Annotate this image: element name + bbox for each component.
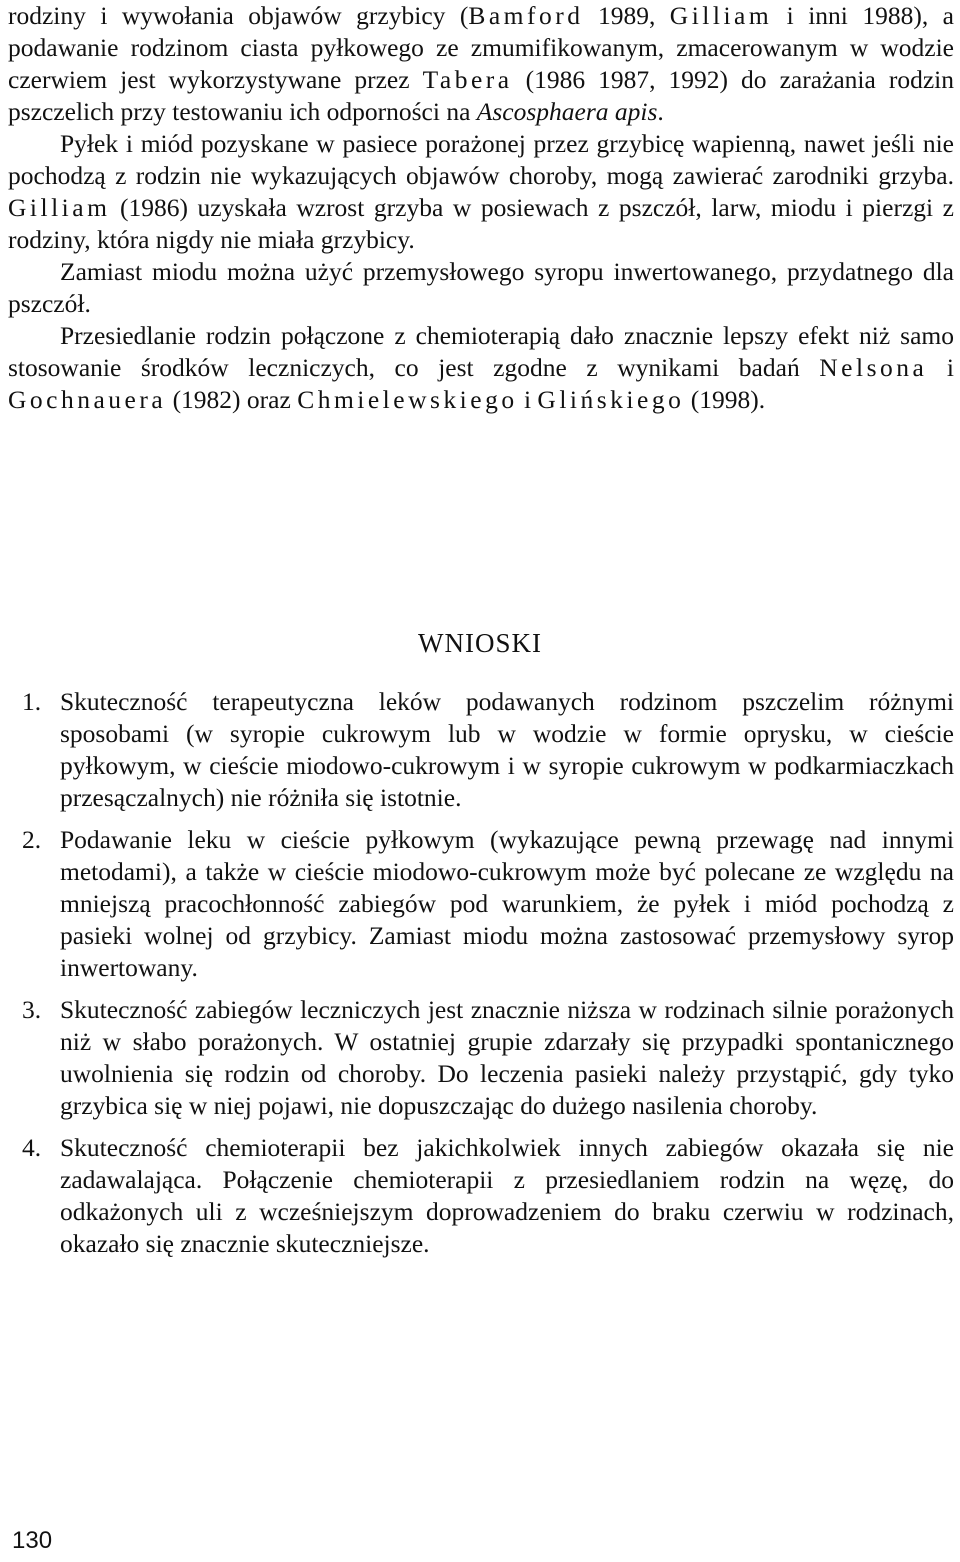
paragraph-4: Przesiedlanie rodzin połączone z chemioterapią dało znacznie lepszy efekt niż samo stosowanie środków leczniczych, co jest zgodne z wynikami badań Nelsona i Gochnauera (1982) oraz Chmielewskiego i Glińskiego (1998). xyxy=(8,321,954,414)
list-number: 2. xyxy=(22,825,42,854)
list-text: Skuteczność terapeutyczna leków podawanych rodzinom pszczelim różnymi sposobami (w syropie cukrowym lub w wodzie w formie oprysku, w cieście pyłkowym, w cieście miodowo-cukrowym i w syropie cukrowym w podkarmiaczkach przesączalnych) nie różniła się istotnie. xyxy=(60,687,954,812)
author-name: Nelsona xyxy=(819,353,928,382)
author-name: Glińskiego xyxy=(537,385,685,414)
species-name: Ascosphaera apis xyxy=(476,97,658,126)
paragraph-3: Zamiast miodu można użyć przemysłowego syropu inwertowanego, przydatnego dla pszczół. xyxy=(8,257,954,318)
intro-text xyxy=(8,0,954,416)
list-text: Skuteczność chemioterapii bez jakichkolwiek innych zabiegów okazała się nie zadawalająca. Połączenie chemioterapii z przesiedlaniem rodzin na węzę, do odkażonych uli z wcześniejszym doprowadzeniem do braku czerwiu w rodzinach, okazało się znacznie skuteczniejsze. xyxy=(60,1133,954,1258)
page-number: 130 xyxy=(12,1527,53,1554)
author-name: Tabera xyxy=(422,65,513,94)
author-name: Bamford xyxy=(468,1,584,30)
list-text: Skuteczność zabiegów leczniczych jest znacznie niższa w rodzinach silnie porażonych niż w słabo porażonych. W ostatniej grupie zdarzały się przypadki spontanicznego uwolnienia się rodzin od choroby. Do leczenia pasieki należy przystąpić, gdy tyko grzybica się w niej pojawi, nie dopuszczając do dużego nasilenia choroby. xyxy=(60,995,954,1120)
list-item xyxy=(8,994,954,1122)
author-name: Gilliam xyxy=(8,193,111,222)
list-number: 3. xyxy=(22,995,42,1024)
author-name: Gilliam xyxy=(669,1,773,30)
section-heading: WNIOSKI xyxy=(418,628,542,658)
paragraph-1: rodziny i wywołania objawów grzybicy (Bamford 1989, Gilliam i inni 1988), a podawanie rodzinom ciasta pyłkowego ze zmumifikowanym, zmacerowanym w wodzie czerwiem jest wykorzystywane przez Tabera (1986 1987, 1992) do zarażania rodzin pszczelich przy testowaniu ich odporności na Ascosphaera apis. xyxy=(8,1,954,126)
author-name: Chmielewskiego xyxy=(297,385,518,414)
list-number: 4. xyxy=(22,1133,42,1162)
list-text: Podawanie leku w cieście pyłkowym (wykazujące pewną przewagę nad innymi metodami), a także w cieście miodowo-cukrowym może być polecane ze względu na mniejszą pracochłonność zabiegów pod warunkiem, że pyłek i miód pochodzą z pasieki wolnej od grzybicy. Zamiast miodu można zastosować przemysłowy syrop inwertowany. xyxy=(60,825,954,982)
list-item xyxy=(8,824,954,984)
list-item xyxy=(8,1132,954,1260)
list-item xyxy=(8,686,954,814)
list-number: 1. xyxy=(22,687,42,716)
paragraph-2: Pyłek i miód pozyskane w pasiece porażonej przez grzybicę wapienną, nawet jeśli nie pochodzą z rodzin nie wykazujących objawów choroby, mogą zawierać zarodniki grzyba. Gilliam (1986) uzyskała wzrost grzyba w posiewach z pszczół, larw, miodu i pierzgi z rodziny, która nigdy nie miała grzybicy. xyxy=(8,129,954,254)
author-name: Gochnauera xyxy=(8,385,167,414)
conclusions-list xyxy=(8,686,954,1270)
